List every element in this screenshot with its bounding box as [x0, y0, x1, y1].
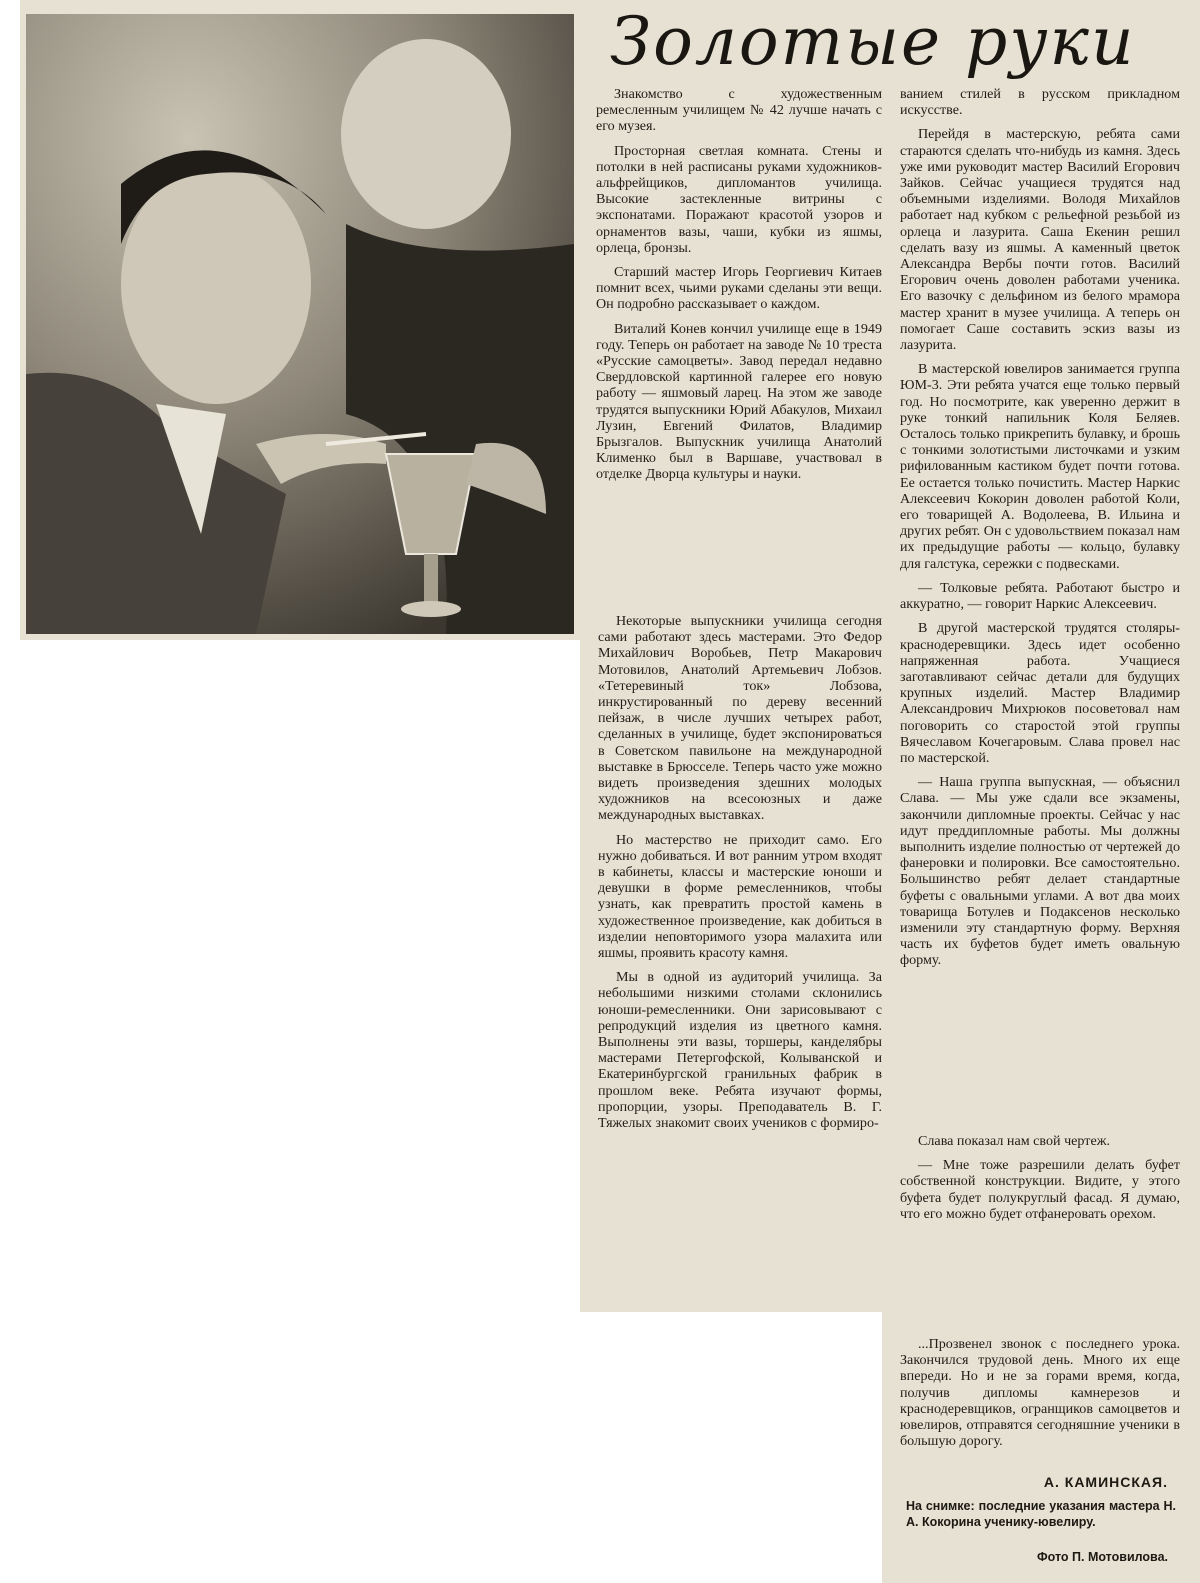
article-column-4 [900, 1336, 1180, 1457]
paragraph: Виталий Конев кончил училище еще в 1949 году. Теперь он работает на заводе № 10 треста «Русские самоцветы». Завод передал недавно Свердловской картинной галерее его новую работу — яшмовый ларец. На этом же заводе трудятся выпускники Юрий Абакулов, Михаил Лузин, Евгений Филатов, Владимир Брызгалов. Выпускник училища Анатолий Клименко был в Варшаве, участвовал в отделке Дворца культуры и науки. [596, 320, 882, 483]
author-signature: А. КАМИНСКАЯ. [1043, 1474, 1168, 1490]
paragraph: Перейдя в мастерскую, ребята сами стараются сделать что-нибудь из камня. Здесь уже ими руководит мастер Василий Егорович Зайков. Сейчас учащиеся трудятся над объемными изделиями. Володя Михайлов работает над кубком с рельефной резьбой из орлеца и лазурита. Саша Екенин решил сделать вазу из яшмы. А каменный цветок Александра Вербы почти готов. Василий Егорович очень доволен работами ученика. Его вазочку с дельфином из белого мрамора мастер хранит в музее училища. А теперь он помогает Саше составить эскиз вазы из лазурита. [900, 126, 1180, 354]
photo-caption [906, 1498, 1176, 1530]
caption-label: На снимке: [906, 1499, 975, 1513]
paragraph: Слава показал нам свой чертеж. [918, 1133, 1110, 1149]
headline: Золотые руки [610, 3, 1136, 80]
paragraph: В мастерской ювелиров занимается группа ЮМ-3. Эти ребята учатся еще только первый год. Но посмотрите, как уверенно держит в руке тонкий напильник Коля Беляев. Осталось только прикрепить булавку, и брошь с тонкими золотистыми листочками и узким рифилованным кастиком будет почти готова. Ее остается только почистить. Мастер Наркис Алексеевич Кокорин доволен работой Коли, его товарищей А. Водолеева, В. Ильина и других ребят. Он с удовольствием показал нам их предыдущие работы — кольцо, булавку для галстука, сережки с подвесками. [900, 361, 1181, 572]
paragraph: В другой мастерской трудятся столяры-краснодеревщики. Здесь идет особенно напряженная работа. Учащиеся заготавливают сейчас детали для будущих крупных изделий. Мастер Владимир Александрович Михрюков посоветовал нам поговорить со старостой этой группы Вячеславом Кочегаровым. Слава провел нас по мастерской. [900, 620, 1180, 766]
paragraph: ванием стилей в русском прикладном искусстве. [900, 86, 1180, 119]
photo-credit: Фото П. Мотовилова. [1036, 1550, 1168, 1564]
article-column-3-continued [900, 1133, 1180, 1230]
paragraph: Но мастерство не приходит само. Его нужно добиваться. И вот ранним утром входят в кабинеты, классы и мастерские юноши и девушки в форме ремесленников, чтобы узнать, как превратить простой камень в художественное произведение, как добиться в изделии неповторимого узора малахита или яшмы, проявить красоту камня. [598, 831, 882, 962]
paragraph: ...Прозвенел звонок с последнего урока. Закончился трудовой день. Много их еще впереди. Но и не за горами время, когда, получив дипломы камнерезов и краснодеревщиков, огранщиков самоцветов и ювелиров, отправятся сегодняшние ученики в большую дорогу. [900, 1336, 1180, 1450]
article-column-1 [596, 86, 882, 491]
paragraph: Просторная светлая комната. Стены и потолки в ней расписаны руками художников-альфрейщиков, дипломантов училища. Высокие застекленные витрины с экспонатами. Поражают красотой узоров и орнаментов вазы, чаши, кубки из яшмы, орлеца, бронзы. [596, 142, 882, 256]
paragraph: Старший мастер Игорь Георгиевич Китаев помнит всех, чьими руками сделаны эти вещи. Он подробно рассказывает о каждом. [596, 264, 882, 313]
article-column-2 [598, 613, 882, 1139]
paragraph: Некоторые выпускники училища сегодня сами работают здесь мастерами. Это Федор Михайлович Воробьев, Петр Макарович Мотовилов, Анатолий Артемьевич Лобзов. «Тетеревиный ток» Лобзова, инкрустированный по дереву весенний пейзаж, в числе лучших четырех работ, сделанных в училище, будет экспонироваться в Советском павильоне на международной выставке в Брюсселе. Теперь часто уже можно видеть произведения здешних молодых художников на всесоюзных и даже международных выставках. [598, 613, 882, 824]
article-column-3 [900, 86, 1180, 977]
article-photo [26, 14, 574, 634]
paragraph: — Мне тоже разрешили делать буфет собственной конструкции. Видите, у этого буфета будет полукруглый фасад. Я думаю, что его можно будет отфанеровать орехом. [900, 1157, 1180, 1222]
paragraph: — Наша группа выпускная, — объяснил Слава. — Мы уже сдали все экзамены, закончили дипломные проекты. Сейчас у нас идут преддипломные работы. Мы должны выполнить изделие полностью от чертежей до фанеровки и полировки. Все самостоятельно. Большинство ребят делает стандартные буфеты с овальными углами. А вот два моих товарища Ботулев и Подаксенов несколько изменили эту стандартную форму. Верхняя часть их буфетов будет иметь овальную форму. [900, 774, 1180, 969]
caption-text: последние указания мастера Н. А. Кокорина ученику-ювелиру. [906, 1499, 1176, 1529]
paragraph: Мы в одной из аудиторий училища. За небольшими низкими столами склонились юноши-ремесленники. Они зарисовывают с репродукций изделия из цветного камня. Выполнены эти вазы, торшеры, канделябры мастерами Петергофской, Колыванской и Екатеринбургской гранильных фабрик в прошлом веке. Ребята изучают формы, пропорции, узоры. Преподаватель В. Г. Тяжелых знакомит своих учеников с формиро- [598, 969, 882, 1132]
paragraph: Знакомство с художественным ремесленным училищем № 42 лучше начать с его музея. [596, 86, 882, 135]
paragraph: — Толковые ребята. Работают быстро и аккуратно, — говорит Наркис Алексеевич. [900, 579, 1180, 613]
